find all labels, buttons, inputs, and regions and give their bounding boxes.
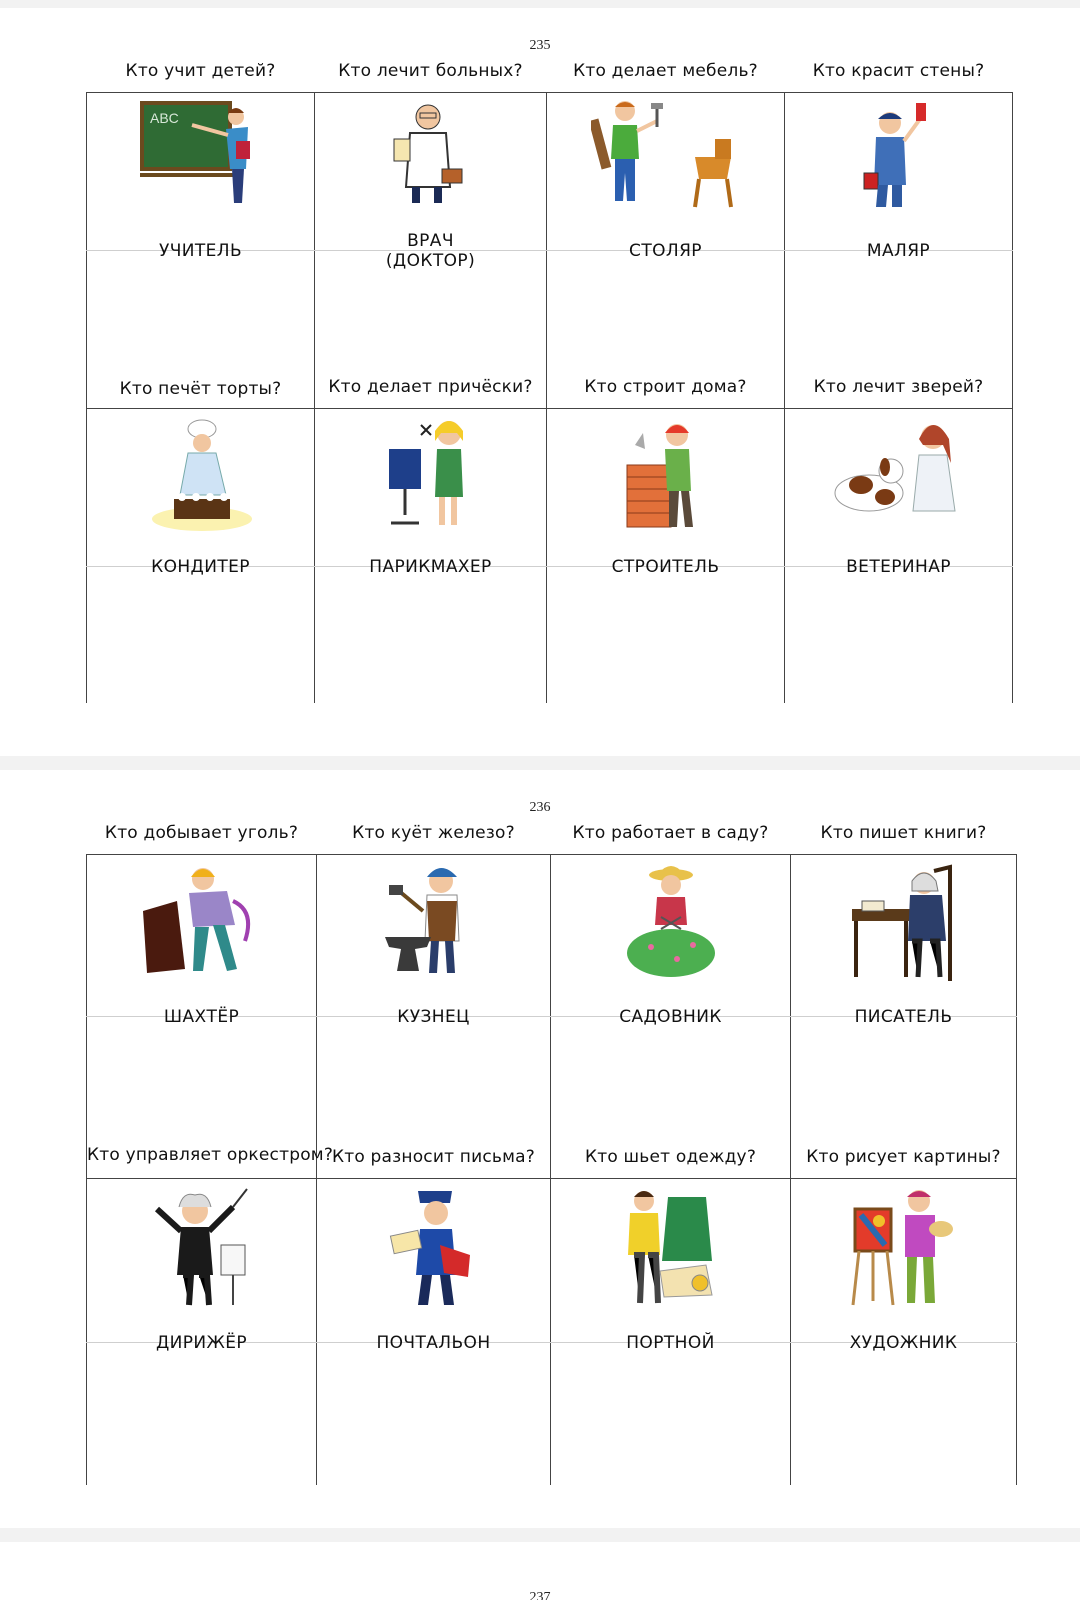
card-question: Кто печёт торты? <box>119 379 282 399</box>
card-answer: УЧИТЕЛЬ <box>158 241 243 261</box>
page-number: 236 <box>529 800 551 815</box>
card-question: Кто шьет одежду? <box>584 1147 757 1167</box>
carpenter-icon <box>591 99 741 211</box>
card-answer: МАЛЯР <box>866 241 931 261</box>
cards-table <box>86 823 1017 1485</box>
miner-icon <box>137 861 267 981</box>
card-answer: ВРАЧ (ДОКТОР) <box>385 231 476 271</box>
card-question: Кто лечит больных? <box>338 61 523 81</box>
doctor-icon <box>386 99 476 211</box>
painter-icon <box>854 99 944 211</box>
card-question: Кто лечит зверей? <box>813 377 984 397</box>
card-answer: КОНДИТЕР <box>151 557 250 577</box>
card-answer: САДОВНИК <box>619 1007 722 1027</box>
page-number: 237 <box>529 1590 551 1600</box>
card-answer: СТРОИТЕЛЬ <box>611 557 720 577</box>
blacksmith-icon <box>379 861 489 981</box>
tailor-icon <box>616 1185 726 1309</box>
builder-icon <box>621 415 711 533</box>
card-question: Кто добывает уголь? <box>104 823 299 843</box>
conductor-icon <box>147 1185 257 1309</box>
card-question: Кто делает причёски? <box>328 377 533 397</box>
postman-icon <box>384 1185 484 1309</box>
card-question: Кто учит детей? <box>125 61 276 81</box>
page-number: 235 <box>529 38 551 53</box>
page-236 <box>0 770 1080 1528</box>
card-question: Кто работает в саду? <box>572 823 769 843</box>
card-answer: КУЗНЕЦ <box>397 1007 470 1027</box>
vet-icon <box>829 415 969 525</box>
gardener-icon <box>621 861 721 981</box>
writer-icon <box>846 861 962 983</box>
hairdresser-icon <box>381 415 481 531</box>
card-question: Кто пишет книги? <box>820 823 987 843</box>
card-question: Кто разносит письма? <box>331 1147 536 1167</box>
card-question: Кто куёт железо? <box>352 823 515 843</box>
cards-table <box>86 61 1013 703</box>
confectioner-icon <box>146 415 256 533</box>
card-question: Кто делает мебель? <box>573 61 758 81</box>
card-answer: СТОЛЯР <box>629 241 702 261</box>
card-question: Кто рисует картины? <box>806 1147 1001 1167</box>
page-237 <box>0 1542 1080 1600</box>
card-answer: ПАРИКМАХЕР <box>369 557 492 577</box>
card-answer: ВЕТЕРИНАР <box>846 557 951 577</box>
card-answer: ХУДОЖНИК <box>849 1333 958 1353</box>
svg-text:ABC: ABC <box>149 110 179 126</box>
card-answer: ДИРИЖЁР <box>155 1333 248 1353</box>
card-question: Кто строит дома? <box>584 377 747 397</box>
artist-icon <box>849 1185 959 1309</box>
teacher-icon <box>136 99 266 209</box>
page-235 <box>0 8 1080 756</box>
card-answer: ШАХТЁР <box>163 1007 240 1027</box>
card-question: Кто управляет оркестром? <box>87 1145 334 1165</box>
card-answer: ПОЧТАЛЬОН <box>376 1333 491 1353</box>
card-answer: ПИСАТЕЛЬ <box>854 1007 953 1027</box>
card-answer: ПОРТНОЙ <box>626 1333 715 1353</box>
card-question: Кто красит стены? <box>812 61 985 81</box>
